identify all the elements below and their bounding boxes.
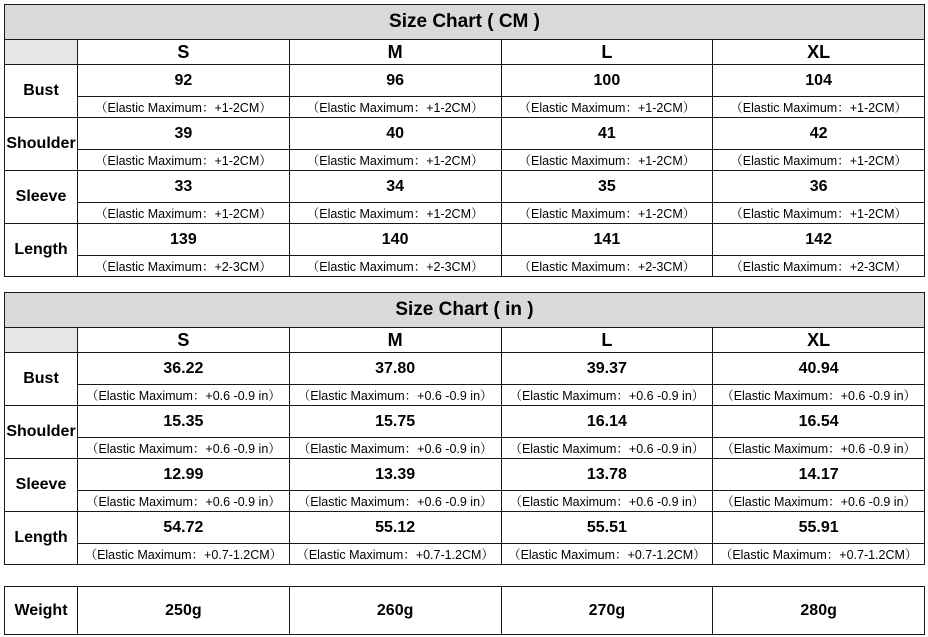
inch-elastic-note: （Elastic Maximum：+0.7-1.2CM） [713, 544, 925, 565]
cm-measure-value: 96 [289, 65, 501, 97]
cm-measure-value: 139 [78, 224, 290, 256]
inch-elastic-note: （Elastic Maximum：+0.6 -0.9 in） [78, 385, 290, 406]
weight-value-m: 260g [289, 587, 501, 635]
cm-measure-value: 39 [78, 118, 290, 150]
cm-measure-value: 141 [501, 224, 713, 256]
inch-table-title: Size Chart ( in ) [5, 293, 925, 328]
inch-note-row [5, 385, 925, 406]
inch-measure-value: 16.54 [713, 406, 925, 438]
inch-elastic-note: （Elastic Maximum：+0.7-1.2CM） [78, 544, 290, 565]
cm-measure-value: 92 [78, 65, 290, 97]
inch-elastic-note: （Elastic Maximum：+0.6 -0.9 in） [713, 385, 925, 406]
cm-row-label: Sleeve [5, 171, 78, 224]
cm-measure-value: 100 [501, 65, 713, 97]
inch-row-label: Sleeve [5, 459, 78, 512]
cm-elastic-note: （Elastic Maximum：+1-2CM） [501, 203, 713, 224]
inch-elastic-note: （Elastic Maximum：+0.6 -0.9 in） [501, 385, 713, 406]
inch-size-header: XL [713, 328, 925, 353]
weight-label: Weight [5, 587, 78, 635]
cm-size-header-row [5, 40, 925, 65]
cm-elastic-note: （Elastic Maximum：+1-2CM） [78, 97, 290, 118]
cm-measure-value: 40 [289, 118, 501, 150]
inch-measure-value: 13.39 [289, 459, 501, 491]
inch-elastic-note: （Elastic Maximum：+0.6 -0.9 in） [501, 491, 713, 512]
inch-measure-value: 55.12 [289, 512, 501, 544]
inch-row-label: Bust [5, 353, 78, 406]
weight-value-l: 270g [501, 587, 713, 635]
cm-elastic-note: （Elastic Maximum：+1-2CM） [501, 150, 713, 171]
cm-size-header: M [289, 40, 501, 65]
inch-elastic-note: （Elastic Maximum：+0.6 -0.9 in） [713, 438, 925, 459]
cm-measure-value: 140 [289, 224, 501, 256]
inch-row-label: Length [5, 512, 78, 565]
inch-elastic-note: （Elastic Maximum：+0.7-1.2CM） [289, 544, 501, 565]
weight-table [4, 586, 925, 635]
inch-size-header-row [5, 328, 925, 353]
cm-measure-value: 42 [713, 118, 925, 150]
inch-measure-row [5, 406, 925, 438]
cm-measure-value: 142 [713, 224, 925, 256]
weight-row [5, 587, 925, 635]
cm-elastic-note: （Elastic Maximum：+2-3CM） [501, 256, 713, 277]
inch-elastic-note: （Elastic Maximum：+0.6 -0.9 in） [501, 438, 713, 459]
size-chart-inch-table [4, 292, 925, 565]
cm-note-row [5, 150, 925, 171]
inch-measure-value: 12.99 [78, 459, 290, 491]
inch-measure-row [5, 512, 925, 544]
cm-measure-row [5, 118, 925, 150]
cm-row-label: Shoulder [5, 118, 78, 171]
cm-measure-value: 104 [713, 65, 925, 97]
cm-measure-value: 33 [78, 171, 290, 203]
cm-elastic-note: （Elastic Maximum：+1-2CM） [289, 150, 501, 171]
cm-size-header: S [78, 40, 290, 65]
inch-size-header: L [501, 328, 713, 353]
inch-elastic-note: （Elastic Maximum：+0.6 -0.9 in） [289, 438, 501, 459]
inch-measure-value: 55.51 [501, 512, 713, 544]
inch-measure-value: 16.14 [501, 406, 713, 438]
cm-row-label: Bust [5, 65, 78, 118]
cm-measure-row [5, 65, 925, 97]
cm-row-label: Length [5, 224, 78, 277]
inch-note-row [5, 438, 925, 459]
inch-elastic-note: （Elastic Maximum：+0.6 -0.9 in） [78, 491, 290, 512]
inch-elastic-note: （Elastic Maximum：+0.6 -0.9 in） [713, 491, 925, 512]
inch-corner-cell [5, 328, 78, 353]
inch-elastic-note: （Elastic Maximum：+0.6 -0.9 in） [289, 385, 501, 406]
cm-elastic-note: （Elastic Maximum：+1-2CM） [713, 150, 925, 171]
cm-measure-row [5, 171, 925, 203]
cm-measure-value: 35 [501, 171, 713, 203]
cm-measure-row [5, 224, 925, 256]
cm-note-row [5, 203, 925, 224]
cm-elastic-note: （Elastic Maximum：+1-2CM） [289, 97, 501, 118]
inch-measure-value: 15.75 [289, 406, 501, 438]
cm-size-header: L [501, 40, 713, 65]
cm-table-title: Size Chart ( CM ) [5, 5, 925, 40]
inch-measure-value: 55.91 [713, 512, 925, 544]
cm-elastic-note: （Elastic Maximum：+2-3CM） [713, 256, 925, 277]
cm-elastic-note: （Elastic Maximum：+1-2CM） [501, 97, 713, 118]
cm-corner-cell [5, 40, 78, 65]
inch-measure-value: 15.35 [78, 406, 290, 438]
cm-note-row [5, 97, 925, 118]
inch-note-row [5, 491, 925, 512]
cm-measure-value: 41 [501, 118, 713, 150]
weight-value-xl: 280g [713, 587, 925, 635]
inch-elastic-note: （Elastic Maximum：+0.6 -0.9 in） [289, 491, 501, 512]
inch-measure-value: 37.80 [289, 353, 501, 385]
inch-measure-row [5, 353, 925, 385]
cm-measure-value: 34 [289, 171, 501, 203]
cm-elastic-note: （Elastic Maximum：+2-3CM） [289, 256, 501, 277]
inch-size-header: M [289, 328, 501, 353]
inch-measure-value: 39.37 [501, 353, 713, 385]
inch-measure-value: 36.22 [78, 353, 290, 385]
cm-title-row [5, 5, 925, 40]
inch-measure-row [5, 459, 925, 491]
size-chart-cm-table [4, 4, 925, 277]
cm-measure-value: 36 [713, 171, 925, 203]
inch-measure-value: 14.17 [713, 459, 925, 491]
inch-row-label: Shoulder [5, 406, 78, 459]
cm-elastic-note: （Elastic Maximum：+1-2CM） [78, 203, 290, 224]
cm-elastic-note: （Elastic Maximum：+2-3CM） [78, 256, 290, 277]
inch-elastic-note: （Elastic Maximum：+0.7-1.2CM） [501, 544, 713, 565]
inch-measure-value: 13.78 [501, 459, 713, 491]
inch-note-row [5, 544, 925, 565]
inch-measure-value: 40.94 [713, 353, 925, 385]
weight-value-s: 250g [78, 587, 290, 635]
cm-elastic-note: （Elastic Maximum：+1-2CM） [78, 150, 290, 171]
cm-elastic-note: （Elastic Maximum：+1-2CM） [713, 97, 925, 118]
inch-elastic-note: （Elastic Maximum：+0.6 -0.9 in） [78, 438, 290, 459]
inch-size-header: S [78, 328, 290, 353]
inch-measure-value: 54.72 [78, 512, 290, 544]
cm-note-row [5, 256, 925, 277]
inch-title-row [5, 293, 925, 328]
cm-elastic-note: （Elastic Maximum：+1-2CM） [713, 203, 925, 224]
cm-size-header: XL [713, 40, 925, 65]
cm-elastic-note: （Elastic Maximum：+1-2CM） [289, 203, 501, 224]
